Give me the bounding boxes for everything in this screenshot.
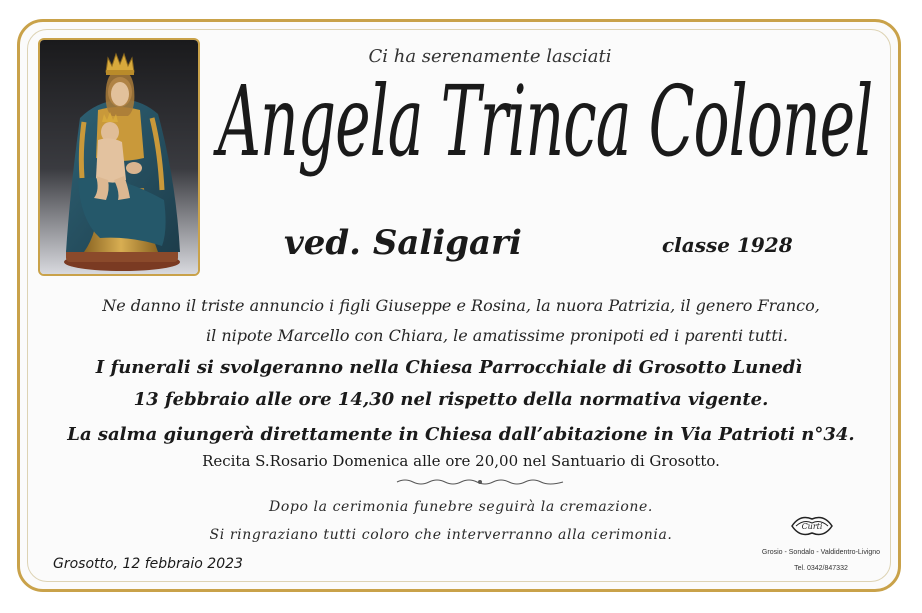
- funeral-line-1: I funerali si svolgeranno nella Chiesa Parrocchiale di Grosotto Lunedì: [95, 357, 803, 378]
- agency-phone: Tel. 0342/847332: [794, 565, 848, 572]
- place-date: Grosotto, 12 febbraio 2023: [53, 556, 243, 572]
- thanks-text: Si ringraziano tutti coloro che interverranno alla cerimonia.: [209, 527, 673, 543]
- birth-year: classe 1928: [662, 233, 793, 257]
- madonna-and-child-statue-icon: [38, 38, 200, 276]
- announcement-line-2: il nipote Marcello con Chiara, le amatissime pronipoti ed i parenti tutti.: [206, 326, 788, 345]
- deceased-name: Angela Trinca Colonel: [217, 66, 873, 180]
- cremation-text: Dopo la cerimonia funebre seguirà la cremazione.: [269, 499, 653, 515]
- ornament-divider-icon: [395, 476, 565, 488]
- agency-logo-icon: [788, 511, 836, 541]
- rosary-text: Recita S.Rosario Domenica alle ore 20,00 nel Santuario di Grosotto.: [202, 452, 720, 470]
- agency-locations: Grosio - Sondalo - Valdidentro-Livigno: [761, 549, 881, 556]
- funeral-line-3: La salma giungerà direttamente in Chiesa dall’abitazione in Via Patrioti n°34.: [67, 424, 855, 445]
- announcement-line-1: Ne danno il triste annuncio i figli Giuseppe e Rosina, la nuora Patrizia, il genero Franco,: [102, 296, 820, 315]
- agency-logo-text: Curti: [801, 522, 823, 531]
- funeral-line-2: 13 febbraio alle ore 14,30 nel rispetto della normativa vigente.: [133, 389, 769, 410]
- intro-text: Ci ha serenamente lasciati: [368, 46, 612, 67]
- widow-of: ved. Saligari: [284, 223, 522, 263]
